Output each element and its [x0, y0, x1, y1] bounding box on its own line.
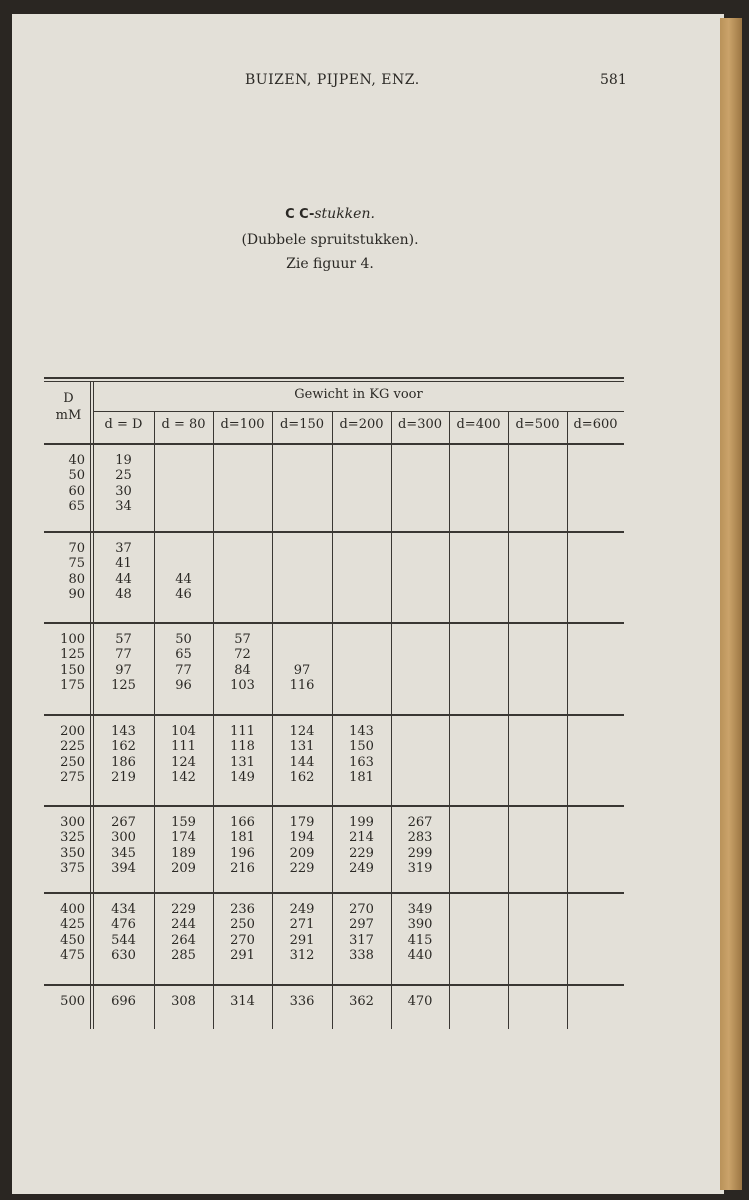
row-d-values: 200 225 250 275	[60, 724, 85, 785]
table-top-rule-2	[44, 381, 624, 382]
column-header: d=100	[220, 417, 265, 432]
weight-values: 124 131 144 162	[289, 724, 315, 785]
column-header: d=200	[339, 417, 384, 432]
weight-values: 267 300 345 394	[111, 815, 136, 876]
group-rule	[44, 984, 624, 986]
row-d-values: 40 50 60 65	[68, 453, 85, 514]
weight-values: 362	[349, 994, 374, 1009]
column-rule	[449, 411, 450, 1029]
weight-values: 270 297 317 338	[349, 902, 374, 963]
group-rule	[44, 531, 624, 533]
header-group: Gewicht in KG voor	[294, 387, 423, 402]
group-header-rule	[93, 411, 624, 412]
running-head: BUIZEN, PIJPEN, ENZ.	[245, 72, 420, 88]
row-d-values: 100 125 150 175	[60, 632, 85, 693]
weight-values: 104 111 124 142	[171, 724, 196, 785]
weight-values: 308	[171, 994, 196, 1009]
weight-values: 267 283 299 319	[407, 815, 433, 876]
column-header: d=300	[397, 417, 443, 432]
table-title	[0, 206, 660, 222]
group-rule	[44, 714, 624, 716]
weight-values: 249 271 291 312	[289, 902, 315, 963]
title-bold: C C-	[285, 207, 315, 222]
row-d-values: 500	[60, 994, 85, 1009]
weight-values: 236 250 270 291	[230, 902, 255, 963]
row-d-values: 400 425 450 475	[60, 902, 85, 963]
weight-values: 143 150 163 181	[349, 724, 374, 785]
column-rule	[508, 411, 509, 1029]
column-rule	[567, 411, 568, 1029]
page-number: 581	[600, 72, 627, 88]
weight-values: 166 181 196 216	[230, 815, 255, 876]
column-header: d=150	[279, 417, 325, 432]
weight-values: 696	[111, 994, 136, 1009]
weight-values: 57 77 97 125	[111, 632, 136, 693]
column-header: d = 80	[161, 417, 206, 432]
weight-values: 434 476 544 630	[111, 902, 136, 963]
weight-values: 314	[230, 994, 255, 1009]
figure-note: Zie figuur 4.	[286, 256, 374, 272]
page-edge	[720, 18, 742, 1190]
d-column-rule	[90, 382, 91, 1029]
weight-values: 349 390 415 440	[407, 902, 433, 963]
weight-values: 470	[407, 994, 433, 1009]
group-rule	[44, 892, 624, 894]
header-rule	[44, 443, 624, 445]
weight-values: 143 162 186 219	[111, 724, 136, 785]
weight-values: 57 72 84 103	[230, 632, 255, 693]
column-header: d=400	[456, 417, 501, 432]
weight-values: 229 244 264 285	[171, 902, 196, 963]
column-header: d = D	[104, 417, 143, 432]
weight-values: 50 65 77 96	[175, 632, 192, 693]
weight-values: 19 25 30 34	[115, 453, 132, 514]
table-subtitle: (Dubbele spruitstukken).	[241, 232, 419, 248]
weight-values: 336	[289, 994, 315, 1009]
title-italic: stukken.	[314, 206, 375, 222]
column-header: d=600	[573, 417, 618, 432]
weight-table	[44, 377, 624, 1029]
weight-values: 199 214 229 249	[349, 815, 374, 876]
group-rule	[44, 622, 624, 624]
weight-values: 44 46	[175, 571, 192, 602]
header-d: D	[63, 391, 74, 406]
row-d-values: 300 325 350 375	[60, 815, 85, 876]
group-rule	[44, 805, 624, 807]
column-header: d=500	[515, 417, 560, 432]
weight-values: 37 41 44 48	[115, 541, 132, 602]
weight-values: 179 194 209 229	[289, 815, 315, 876]
row-d-values: 70 75 80 90	[68, 541, 85, 602]
weight-values: 159 174 189 209	[171, 815, 196, 876]
header-unit: mM	[55, 408, 82, 423]
weight-values: 97 116	[289, 662, 315, 693]
table-top-rule	[44, 377, 624, 379]
weight-values: 111 118 131 149	[230, 724, 255, 785]
